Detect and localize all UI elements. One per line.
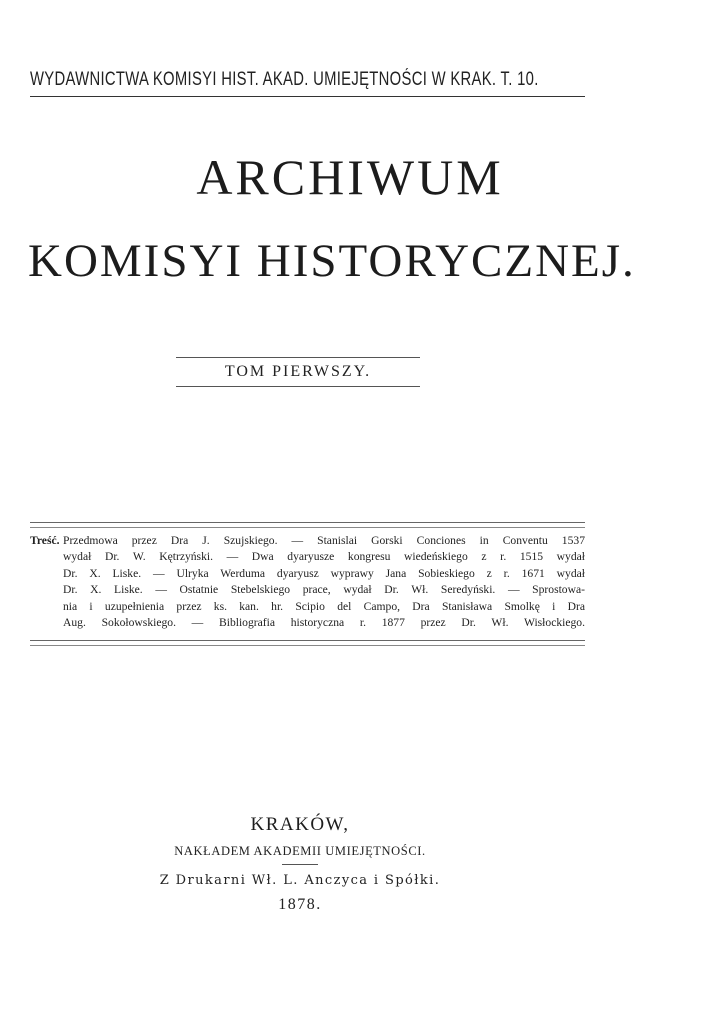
contents-rule-top [30,522,585,523]
imprint-printer: Z Drukarni Wł. L. Anczyca i Spółki. [159,873,441,888]
contents-label: Treść. [30,534,60,547]
contents-text [63,533,585,631]
volume-rule-bottom [176,386,420,387]
title-line-2: KOMISYI HISTORYCZNEJ. [28,235,636,287]
contents-block [30,533,585,631]
contents-line: Aug. Sokołowskiego. — Bibliografia historyczna r. 1877 przez Dr. Wł. Wisłockiego. [63,616,585,630]
series-heading: WYDAWNICTWA KOMISYI HIST. AKAD. UMIEJĘTNOŚCI W KRAK. T. 10. [30,69,539,90]
imprint-publisher: NAKŁADEM AKADEMII UMIEJĘTNOŚCI. [174,844,426,858]
imprint-rule [282,864,318,865]
imprint-year: 1878. [278,896,322,913]
contents-rule-top-inner [30,527,585,528]
contents-line: Dr. X. Liske. — Ostatnie Stebelskiego prace, wydał Dr. Wł. Seredyński. — Sprostowa- [63,583,585,597]
volume-label: TOM PIERWSZY. [224,363,372,380]
contents-rule-bottom [30,645,585,646]
imprint-city: KRAKÓW, [250,814,350,835]
contents-line: wydał Dr. W. Kętrzyński. — Dwa dyaryusze kongresu wiedeńskiego z r. 1515 wydał [63,550,585,564]
volume-rule-top [176,357,420,358]
contents-rule-bottom-inner [30,640,585,641]
contents-line: Przedmowa przez Dra J. Szujskiego. — Stanislai Gorski Conciones in Conventu 1537 [63,534,585,547]
contents-line: Dr. X. Liske. — Ulryka Werduma dyaryusz wyprawy Jana Sobieskiego z r. 1671 wydał [63,566,585,580]
series-underline [30,96,585,97]
contents-line: nia i uzupełnienia przez ks. kan. hr. Scipio del Campo, Dra Stanisława Smolkę i Dra [63,599,585,613]
title-line-1: ARCHIWUM [196,149,504,205]
